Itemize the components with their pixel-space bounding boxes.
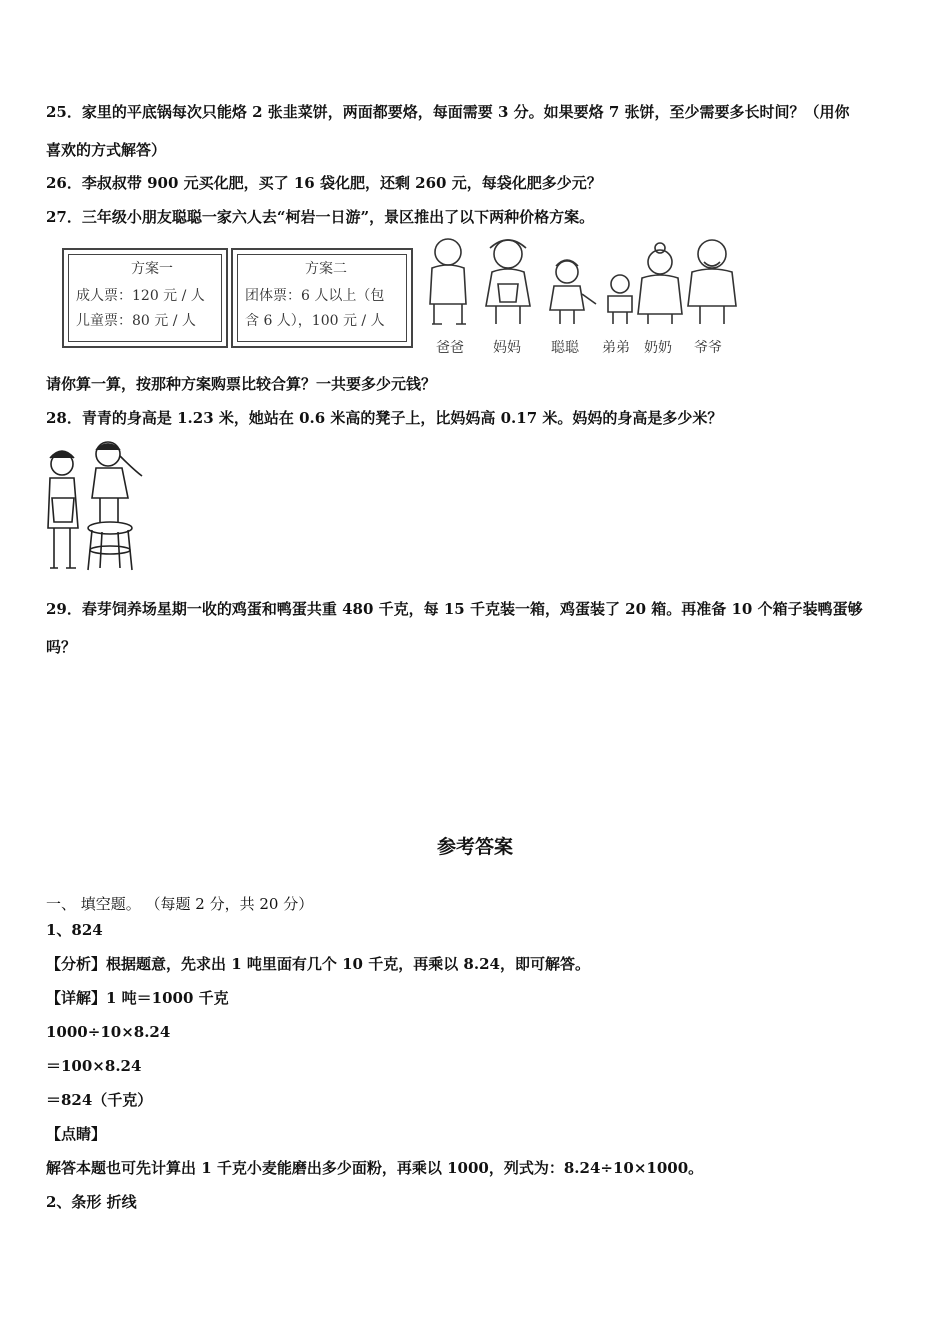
answer-1-comment-text: 解答本题也可先计算出 1 千克小麦能磨出多少面粉，再乘以 1000，列式为：8.24÷10×1000。	[46, 1159, 704, 1177]
q29-line2: 吗？	[46, 638, 77, 656]
q27-text: 27．三年级小朋友聪聪一家六人去“柯岩一日游”，景区推出了以下两种价格方案。	[46, 208, 595, 226]
plan2-row2: 含 6 人），100 元 / 人	[245, 313, 385, 329]
family-label-grandpa: 爷爷	[694, 340, 722, 356]
family-illustration	[420, 234, 750, 334]
answer-1-step3: ＝824（千克）	[46, 1091, 153, 1109]
plan1-title: 方案一	[131, 261, 173, 277]
family-label-mom: 妈妈	[493, 340, 521, 356]
answer-1-analysis: 【分析】根据题意，先求出 1 吨里面有几个 10 千克，再乘以 8.24，即可解答。	[46, 955, 590, 973]
answers-title: 参考答案	[436, 836, 513, 858]
mother-daughter-stool-illustration	[42, 436, 152, 576]
answer-1-step2: ＝100×8.24	[46, 1057, 142, 1075]
family-label-congcong: 聪聪	[551, 340, 579, 356]
plan1-row2: 儿童票：80 元 / 人	[76, 313, 196, 329]
answer-1: 1、824	[46, 921, 103, 939]
family-label-grandma: 奶奶	[644, 340, 672, 356]
answer-1-comment: 【点睛】	[46, 1125, 107, 1143]
q27-question: 请你算一算，按那种方案购票比较合算？一共要多少元钱？	[46, 375, 437, 393]
answers-section1: 一、 填空题。 （每题 2 分，共 20 分）	[46, 895, 314, 913]
answer-1-detail: 【详解】1 吨＝1000 千克	[46, 989, 229, 1007]
answer-2: 2、条形 折线	[46, 1193, 137, 1211]
q28-text: 28．青青的身高是 1.23 米，她站在 0.6 米高的凳子上，比妈妈高 0.17 米。妈妈的身高是多少米？	[46, 409, 723, 427]
plan1-row1: 成人票：120 元 / 人	[76, 288, 205, 304]
answer-1-step1: 1000÷10×8.24	[46, 1023, 171, 1041]
q25-line1: 25．家里的平底锅每次只能烙 2 张韭菜饼，两面都要烙，每面需要 3 分。如果要烙 7 张饼，至少需要多长时间？（用你	[46, 103, 850, 121]
plan2-row1: 团体票：6 人以上（包	[245, 288, 385, 304]
plan2-title: 方案二	[305, 261, 347, 277]
q29-line1: 29．春芽饲养场星期一收的鸡蛋和鸭蛋共重 480 千克，每 15 千克装一箱，鸡蛋装了 20 箱。再准备 10 个箱子装鸭蛋够	[46, 600, 863, 618]
family-label-didi: 弟弟	[602, 340, 630, 356]
q25-line2: 喜欢的方式解答）	[46, 141, 167, 159]
family-label-dad: 爸爸	[436, 340, 464, 356]
q26-text: 26．李叔叔带 900 元买化肥，买了 16 袋化肥，还剩 260 元，每袋化肥多少元？	[46, 174, 602, 192]
